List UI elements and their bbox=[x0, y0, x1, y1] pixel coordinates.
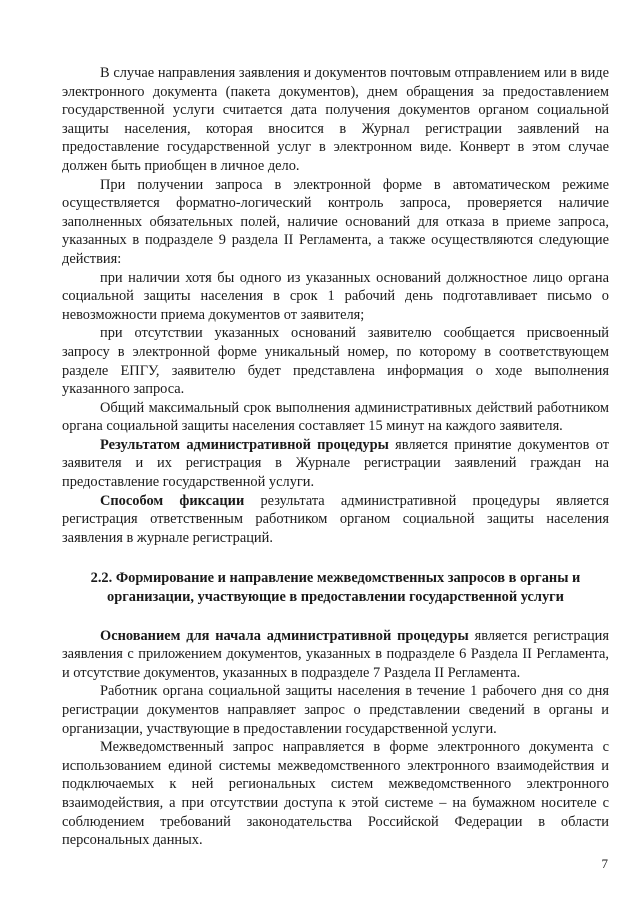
paragraph-text: При получении запроса в электронной форме в автоматическом режиме осуществляется форматно-логический контроль запроса, проверяется наличие заполненных обязательных полей, наличие оснований для отказа в приеме запроса, указанных в подразделе 9 раздела II Регламента, а также осуществляются следующие действия: bbox=[62, 176, 609, 267]
paragraph bbox=[62, 64, 609, 176]
paragraph bbox=[62, 492, 609, 548]
paragraph-bold-lead: Результатом административной процедуры bbox=[100, 436, 389, 453]
paragraph-bold-lead: Основанием для начала административной процедуры bbox=[100, 627, 469, 644]
paragraphs-bottom bbox=[62, 627, 609, 850]
paragraph-text: при наличии хотя бы одного из указанных оснований должностное лицо органа социальной защиты населения в срок 1 рабочий день подготавливает письмо о невозможности приема документов от заявителя; bbox=[62, 269, 609, 323]
document-page bbox=[62, 64, 609, 850]
paragraph-text: является принятие документов от заявителя и их регистрация в Журнале регистрации заявлений граждан на предоставление государственной услуги. bbox=[62, 436, 609, 491]
paragraph bbox=[62, 436, 609, 492]
paragraph-text: В случае направления заявления и документов почтовым отправлением или в виде электронного документа (пакета документов), днем обращения за предоставлением государственной услуги считается дата получения документов органом социальной защиты населения, которая вносится в Журнал регистрации заявлений на предоставление государственной услуг в электронном виде. Конверт в этом случае должен быть приобщен в личное дело. bbox=[62, 65, 609, 174]
paragraph-text: Межведомственный запрос направляется в форме электронного документа с использованием единой системы межведомственного электронного взаимодействия и подключаемых к ней региональных систем межведомственного электронного взаимодействия, а при отсутствии доступа к этой системе – на бумажном носителе с соблюдением требований законодательства Российской Федерации в области персональных данных. bbox=[62, 739, 609, 849]
paragraph bbox=[62, 324, 609, 398]
paragraphs-top bbox=[62, 64, 609, 547]
section-heading-line: организации, участвующие в предоставлении государственной услуги bbox=[107, 589, 564, 606]
paragraph-text: Работник органа социальной защиты населения в течение 1 рабочего дня со дня регистрации документов направляет запрос о представлении сведений в органы и организации, участвующие в предоставлении государственной услуги. bbox=[62, 683, 609, 737]
page-number: 7 bbox=[601, 856, 608, 871]
paragraph bbox=[62, 399, 609, 436]
paragraph bbox=[62, 269, 609, 325]
section-heading bbox=[62, 569, 609, 606]
paragraph bbox=[62, 176, 609, 269]
paragraph bbox=[62, 738, 609, 850]
paragraph-bold-lead: Способом фиксации bbox=[100, 492, 245, 509]
paragraph-text: Общий максимальный срок выполнения административных действий работником органа социальной защиты населения составляет 15 минут на каждого заявителя. bbox=[62, 399, 609, 435]
paragraph-text: при отсутствии указанных оснований заявителю сообщается присвоенный запросу в электронной форме уникальный номер, по которому в соответствующем разделе ЕПГУ, заявителю будет представлена информация о ходе выполнения указанного запроса. bbox=[62, 325, 609, 398]
section-heading-line: 2.2. Формирование и направление межведомственных запросов в органы и bbox=[90, 570, 581, 587]
paragraph bbox=[62, 682, 609, 738]
paragraph-text: является регистрация заявления с приложением документов, указанных в подразделе 6 Раздела II Регламента, и отсутствие документов, указанных в подразделе 7 Раздела II Регламента. bbox=[62, 627, 609, 681]
paragraph-text: результата административной процедуры является регистрация ответственным работником органом социальной защиты населения заявления в журнале регистраций. bbox=[62, 492, 609, 546]
paragraph bbox=[62, 627, 609, 683]
